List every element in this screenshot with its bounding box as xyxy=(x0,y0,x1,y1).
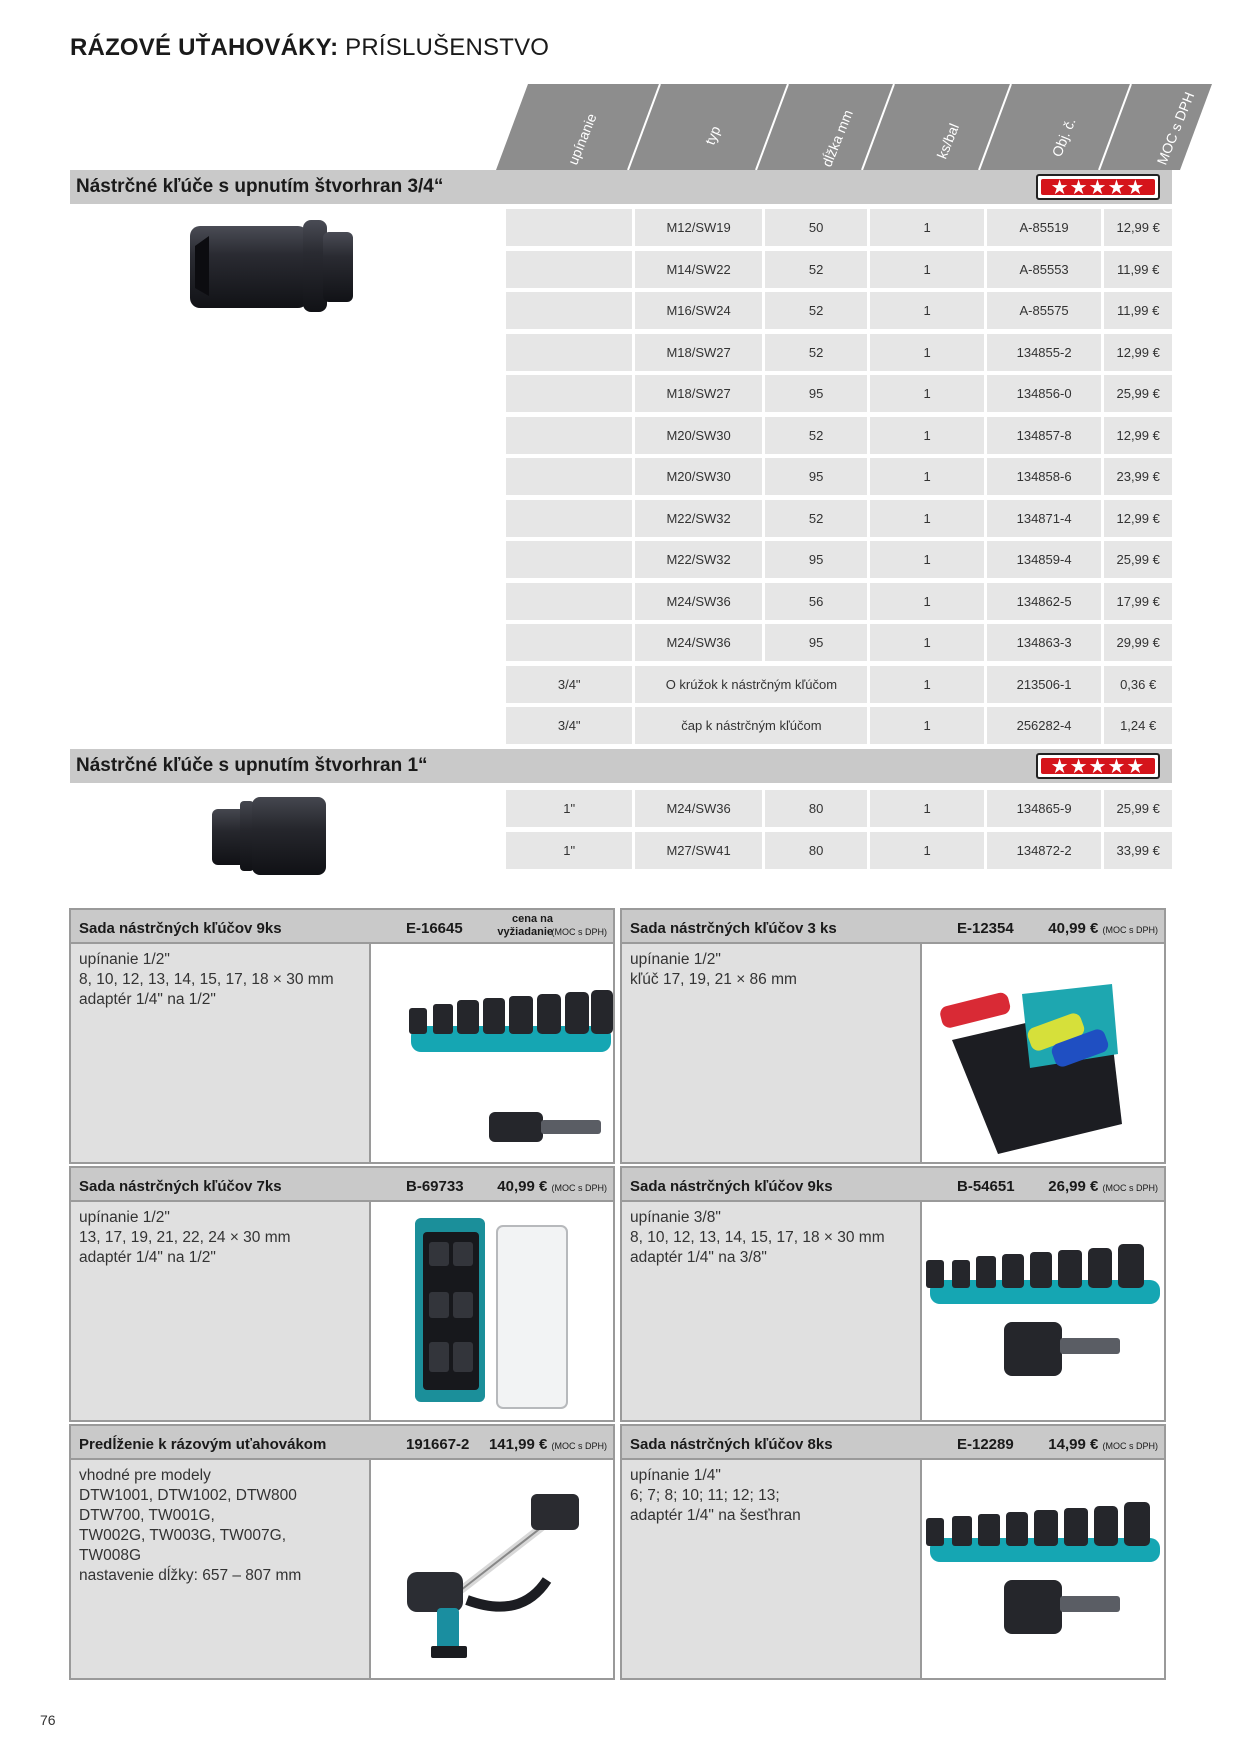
table-row: M18/SW27 95 1 134856-0 25,99 € xyxy=(506,375,1172,412)
product-price: 40,99 € (MOC s DPH) xyxy=(1048,920,1158,937)
section-bar-1-inch xyxy=(70,749,1172,783)
table-row: M24/SW36 56 1 134862-5 17,99 € xyxy=(506,583,1172,620)
socket-case-image xyxy=(371,1202,613,1420)
socket-1-inch-image xyxy=(210,795,330,882)
section-title: Nástrčné kľúče s upnutím štvorhran 3/4“ xyxy=(76,176,444,197)
extension-tool-image xyxy=(371,1460,613,1678)
rating-badge: ★★★★★ xyxy=(1036,174,1160,200)
col-header-order: Obj. č. xyxy=(1048,115,1079,159)
product-box xyxy=(69,908,615,1164)
table-row: M20/SW30 52 1 134857-8 12,99 € xyxy=(506,417,1172,454)
table-row: 3/4" O krúžok k nástrčným kľúčom 1 213506-1 0,36 € xyxy=(506,666,1172,703)
product-box xyxy=(620,908,1166,1164)
table-row: 1" M27/SW41 80 1 134872-2 33,99 € xyxy=(506,832,1172,869)
socket-set-image xyxy=(922,1202,1164,1420)
column-header-band xyxy=(496,84,1216,170)
table-row: M12/SW19 50 1 A-85519 12,99 € xyxy=(506,209,1172,246)
socket-set-image xyxy=(371,944,613,1162)
product-description: upínanie 3/8" 8, 10, 12, 13, 14, 15, 17, 18 × 30 mm adaptér 1/4" na 3/8" xyxy=(622,1202,922,1420)
product-box xyxy=(620,1424,1166,1680)
table-row: M24/SW36 95 1 134863-3 29,99 € xyxy=(506,624,1172,661)
product-name: Sada nástrčných kľúčov 8ks xyxy=(630,1436,833,1453)
table-row: 1" M24/SW36 80 1 134865-9 25,99 € xyxy=(506,790,1172,827)
product-box xyxy=(69,1166,615,1422)
product-price: 40,99 € (MOC s DPH) xyxy=(497,1178,607,1195)
product-code: 191667-2 xyxy=(406,1436,470,1453)
product-header xyxy=(622,1168,1164,1202)
table-row: M20/SW30 95 1 134858-6 23,99 € xyxy=(506,458,1172,495)
section-title: Nástrčné kľúče s upnutím štvorhran 1“ xyxy=(76,755,428,776)
product-box xyxy=(620,1166,1166,1422)
section-bar-3-4 xyxy=(70,170,1172,204)
price-note: (MOC s DPH) xyxy=(551,927,607,937)
socket-set-image xyxy=(922,1460,1164,1678)
col-header-length: dĺžka mm xyxy=(818,107,856,169)
col-header-type: typ xyxy=(701,123,724,147)
product-code: B-54651 xyxy=(957,1178,1015,1195)
page-number: 76 xyxy=(40,1712,56,1728)
product-description: upínanie 1/2" kľúč 17, 19, 21 × 86 mm xyxy=(622,944,922,1162)
product-header xyxy=(71,1168,613,1202)
product-header xyxy=(622,1426,1164,1460)
table-row: 3/4" čap k nástrčným kľúčom 1 256282-4 1,24 € xyxy=(506,707,1172,744)
product-header xyxy=(71,1426,613,1460)
product-description: upínanie 1/2" 8, 10, 12, 13, 14, 15, 17, 18 × 30 mm adaptér 1/4" na 1/2" xyxy=(71,944,371,1162)
product-price: 26,99 € (MOC s DPH) xyxy=(1048,1178,1158,1195)
product-name: Sada nástrčných kľúčov 9ks xyxy=(79,920,282,937)
page-title: RÁZOVÉ UŤAHOVÁKY: PRÍSLUŠENSTVO xyxy=(70,34,550,61)
socket-pouch-image xyxy=(922,944,1164,1162)
table-row: M22/SW32 52 1 134871-4 12,99 € xyxy=(506,500,1172,537)
product-description: vhodné pre modely DTW1001, DTW1002, DTW800 DTW700, TW001G, TW002G, TW003G, TW007G, TW008G nastavenie dĺžky: 657 – 807 mm xyxy=(71,1460,371,1678)
product-description: upínanie 1/4" 6; 7; 8; 10; 11; 12; 13; adaptér 1/4" na šesťhran xyxy=(622,1460,922,1678)
table-row: M14/SW22 52 1 A-85553 11,99 € xyxy=(506,251,1172,288)
product-name: Sada nástrčných kľúčov 3 ks xyxy=(630,920,837,937)
product-header xyxy=(622,910,1164,944)
col-header-price: MOC s DPH xyxy=(1153,89,1198,167)
product-header xyxy=(71,910,613,944)
col-header-qty: ks/bal xyxy=(933,121,963,161)
table-row: M18/SW27 52 1 134855-2 12,99 € xyxy=(506,334,1172,371)
product-name: Sada nástrčných kľúčov 9ks xyxy=(630,1178,833,1195)
product-price: 141,99 € (MOC s DPH) xyxy=(488,1436,607,1453)
socket-table-1-inch xyxy=(506,790,1172,873)
product-code: E-12289 xyxy=(957,1436,1014,1453)
product-price: 14,99 € (MOC s DPH) xyxy=(1048,1436,1158,1453)
table-row: M22/SW32 95 1 134859-4 25,99 € xyxy=(506,541,1172,578)
price-on-request: cena na vyžiadanie xyxy=(497,913,553,938)
product-box xyxy=(69,1424,615,1680)
product-code: E-12354 xyxy=(957,920,1014,937)
col-header-drive: upínanie xyxy=(564,111,600,167)
rating-badge: ★★★★★ xyxy=(1036,753,1160,779)
socket-3-4-image xyxy=(185,218,355,319)
product-name: Sada nástrčných kľúčov 7ks xyxy=(79,1178,282,1195)
table-row: M16/SW24 52 1 A-85575 11,99 € xyxy=(506,292,1172,329)
product-code: B-69733 xyxy=(406,1178,464,1195)
product-code: E-16645 xyxy=(406,920,463,937)
product-name: Predĺženie k rázovým uťahovákom xyxy=(79,1436,327,1453)
socket-table-3-4 xyxy=(506,209,1172,749)
product-description: upínanie 1/2" 13, 17, 19, 21, 22, 24 × 30 mm adaptér 1/4" na 1/2" xyxy=(71,1202,371,1420)
